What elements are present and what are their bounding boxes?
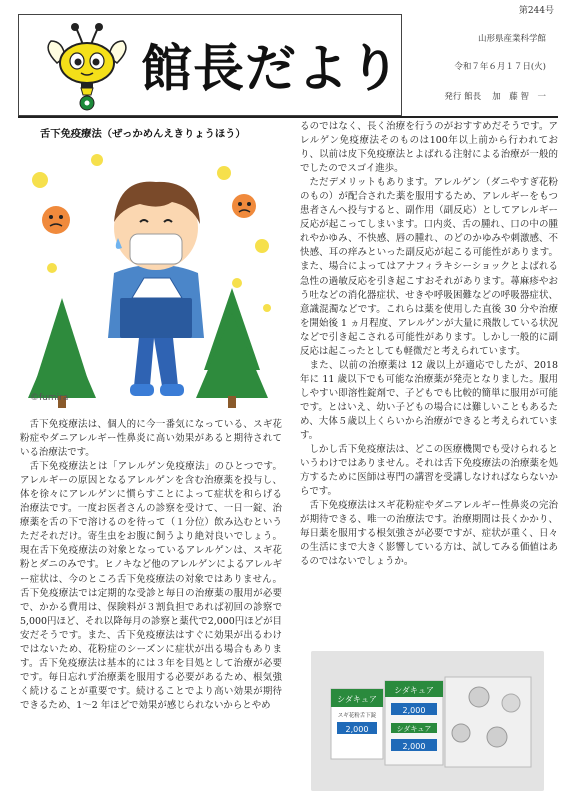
illustration-credit: ©fumira — [30, 393, 69, 403]
paragraph: 舌下免疫療法とは「アレルゲン免疫療法」のひとつです。アレルギーの原因となるアレルゲンを含む治療薬を投与し、体を徐々にアレルゲンに慣らすことによって症状を和らげる治療法です。一度お医者さんの診察を受けて、一日一錠、治療薬を舌の下で溶けるのを待って（１分位）飲み込むというただそれだけ。寄生虫をお腹に飼うより絶対良いでしょう。現在舌下免疫療法の対象となっているアレルゲンは、スギ花粉とダニのみです。ヒノキなど他のアレルゲンによるアレルギー症状は、今のところ舌下免疫療法の対象ではありません。舌下免疫療法では定期的な受診と毎日の治療薬の服用が必要で、かかる費用は、保険料が３割負担であれば初回の診察で5,000円ほど、それ以降毎月の診察と薬代で2,000円ほどが目安だそうです。また、舌下免疫療法はすぐに効果が出るわけではないため、花粉症のシーズンに症状が出る場合もあります。舌下免疫療法は基本的には３年を目処として治療が必要です。毎日忘れず治療薬を服用する必要があるため、根気強く続けることが重要です。続けることでより高い効果が期待できるため、1〜2 年ほどで効果が感じられないからとやめ — [20, 461, 282, 711]
paragraph: 舌下免疫療法はスギ花粉症やダニアレルギー性鼻炎の完治が期待できる、唯一の治療法です。治療期間は長くかかり、毎日薬を服用する根気強さが必要ですが、症状が重く、日々の生活にまで大きく影響している方は、試してみる価値はあるのではないでしょうか。 — [300, 500, 558, 568]
publisher: 発行 館長 加 藤 智 一 — [444, 92, 546, 102]
article-left-column — [20, 418, 282, 713]
svg-text:2,000: 2,000 — [345, 725, 369, 734]
article-title: 舌下免疫療法（ぜっかめんえきりょうほう） — [40, 128, 246, 140]
svg-text:2,000: 2,000 — [402, 706, 426, 715]
boy-illustration — [22, 148, 284, 411]
article-right-column — [300, 120, 558, 570]
header-rule — [18, 116, 558, 118]
boy-figure — [108, 182, 204, 396]
svg-text:スギ花粉舌下錠: スギ花粉舌下錠 — [337, 713, 377, 719]
medicine-package — [311, 651, 544, 791]
issue-date: 令和７年６月１７日(火) — [454, 62, 546, 72]
title-box — [18, 14, 402, 116]
mascot-icon — [41, 19, 133, 111]
svg-text:シダキュア: シダキュア — [394, 686, 434, 695]
paragraph: ただデメリットもあります。アレルゲン（ダニやすぎ花粉のもの）が配合された薬を服用するため、アレルギーをもつ患者さんへ投与すると、副作用（副反応）としてアレルギー反応が起こってしまいます。口内炎、舌の腫れ、口の中の腫れやかゆみ、不快感、唇の腫れ、のどのかゆみや刺激感、不快感、耳の痒みといった副反応が起こる可能性があります。また、場合によってはアナフィラキシーショックとよばれる急性の過敏反応を引き起こすおそれがあります。蕁麻疹やおう吐などの消化器症状、せきや呼吸困難などの呼吸器症状、意識混濁などです。これらは薬を使用した直後 30 分や治療を開始後 1 ヵ月程度、アレルゲンが大量に飛散している状況などで引き起こされる可能性があります。しかし一般的に副反応は起こったとしても軽微だと考えられています。 — [300, 177, 558, 357]
masthead-title: 館長だより — [141, 40, 402, 99]
organization: 山形県産業科学館 — [477, 34, 546, 44]
paragraph: しかし舌下免疫療法は、どこの医療機関でも受けられるというわけではありません。それは舌下免疫療法の治療薬を処方するために医師は専門の講習を受講しなければならないからです。 — [300, 444, 558, 498]
publisher-info — [400, 14, 558, 114]
medicine-photo — [311, 651, 544, 791]
paragraph: また、以前の治療薬は 12 歳以上が適応でしたが、2018 年に 11 歳以下でも可能な治療薬が発売となりました。服用しやすい即溶性錠剤で、子どもでも比較的簡単に服用が可能です。とはいえ、幼い子どもの場合には難しいこともあるため、大体５歳以上くらいから治療ができると考えられています。 — [300, 359, 558, 442]
svg-text:2,000: 2,000 — [402, 742, 426, 751]
paragraph: るのではなく、長く治療を行うのがおすすめだそうです。アレルゲン免疫療法そのものは100年以上前から行われており、以前は皮下免疫療法とよばれる注射による治療が一般的でしたのでスゴイ進歩。 — [300, 121, 558, 175]
svg-text:シダキュア: シダキュア — [337, 695, 377, 704]
masthead — [18, 14, 558, 115]
issue-number: 第244号 — [518, 6, 554, 16]
paragraph: 舌下免疫療法は、個人的に今一番気になっている、スギ花粉症やダニアレルギー性鼻炎に高い効果があると期待されている治療法です。 — [20, 419, 282, 459]
svg-text:シダキュア: シダキュア — [396, 725, 432, 733]
